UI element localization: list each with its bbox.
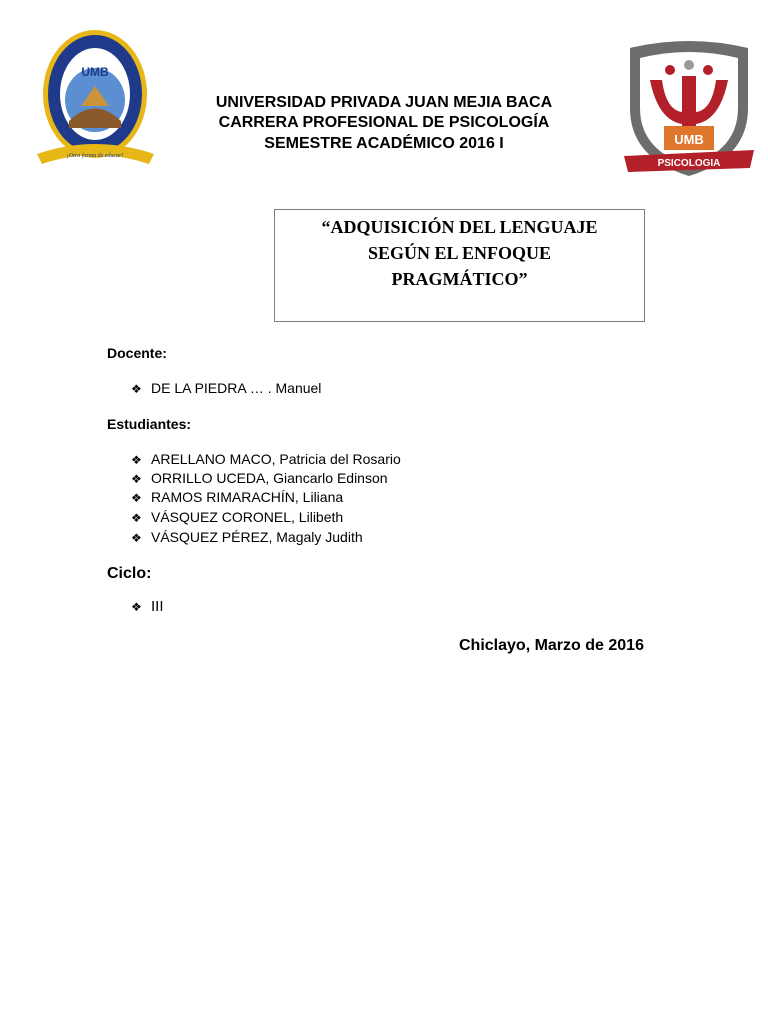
bullet-icon: ❖	[131, 472, 142, 486]
docente-item: ❖ DE LA PIEDRA … . Manuel	[131, 380, 322, 396]
place-date: Chiclayo, Marzo de 2016	[459, 637, 644, 654]
student-item: ❖ VÁSQUEZ CORONEL, Lilibeth	[131, 509, 344, 525]
svg-text:PSICOLOGIA: PSICOLOGIA	[657, 158, 721, 169]
bullet-icon: ❖	[131, 382, 142, 396]
estudiantes-label: Estudiantes:	[107, 416, 192, 432]
title-line-1: “ADQUISICIÓN DEL LENGUAJE	[321, 217, 598, 237]
student-item: ❖ ARELLANO MACO, Patricia del Rosario	[131, 451, 401, 467]
bullet-icon: ❖	[131, 531, 142, 545]
ciclo-item: ❖ III	[131, 598, 164, 615]
title-box	[274, 209, 645, 322]
bullet-icon: ❖	[131, 453, 142, 467]
student-item: ❖ RAMOS RIMARACHÍN, Liliana	[131, 489, 344, 505]
svg-text:UMB: UMB	[674, 132, 704, 147]
university-name: UNIVERSIDAD PRIVADA JUAN MEJIA BACA	[215, 94, 553, 111]
title-line-2: SEGÚN EL ENFOQUE	[367, 243, 552, 263]
bullet-icon: ❖	[131, 511, 142, 525]
student-item: ❖ ORRILLO UCEDA, Giancarlo Edinson	[131, 470, 388, 486]
student-item: ❖ VÁSQUEZ PÉREZ, Magaly Judith	[131, 529, 363, 545]
bullet-icon: ❖	[131, 600, 142, 614]
career-name: CARRERA PROFESIONAL DE PSICOLOGÍA	[218, 114, 550, 131]
docente-label: Docente:	[107, 345, 167, 361]
svg-text:¡Otra forma de educar!: ¡Otra forma de educar!	[66, 153, 124, 159]
title-line-3: PRAGMÁTICO”	[391, 269, 528, 289]
semester: SEMESTRE ACADÉMICO 2016 I	[264, 135, 504, 152]
ciclo-label: Ciclo:	[107, 565, 152, 582]
svg-text:UMB: UMB	[81, 65, 109, 79]
bullet-icon: ❖	[131, 491, 142, 505]
